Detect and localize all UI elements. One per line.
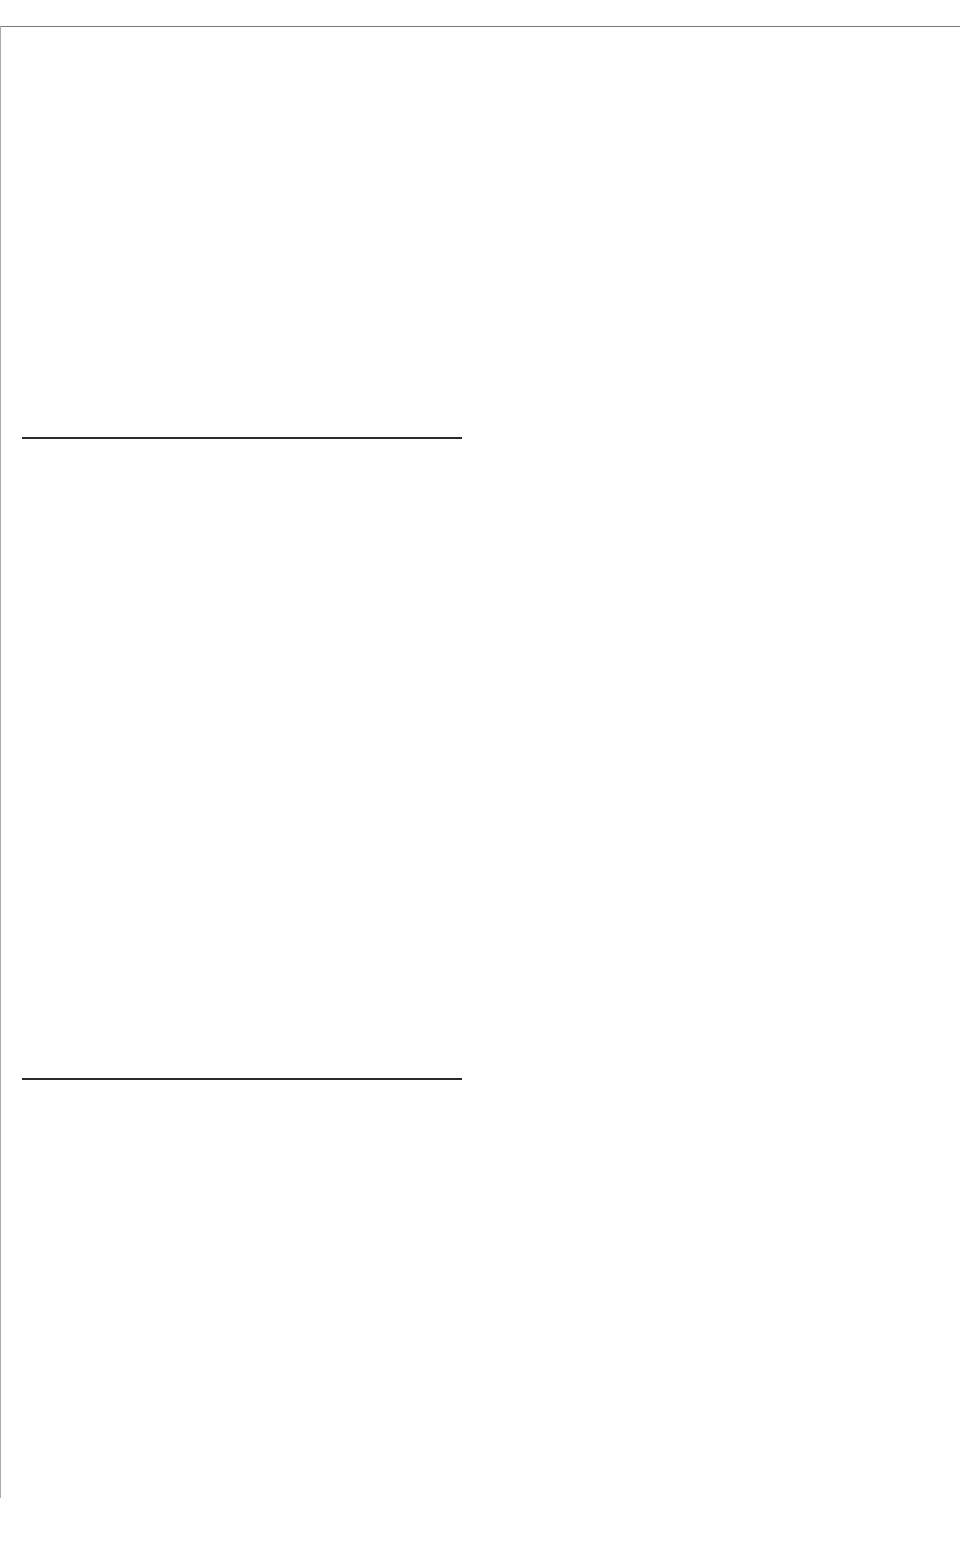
pull-quote-top-rule bbox=[22, 437, 462, 439]
pull-quote-bottom-rule bbox=[22, 1078, 462, 1080]
left-margin-line bbox=[0, 26, 1, 1498]
header-rule bbox=[0, 26, 960, 27]
